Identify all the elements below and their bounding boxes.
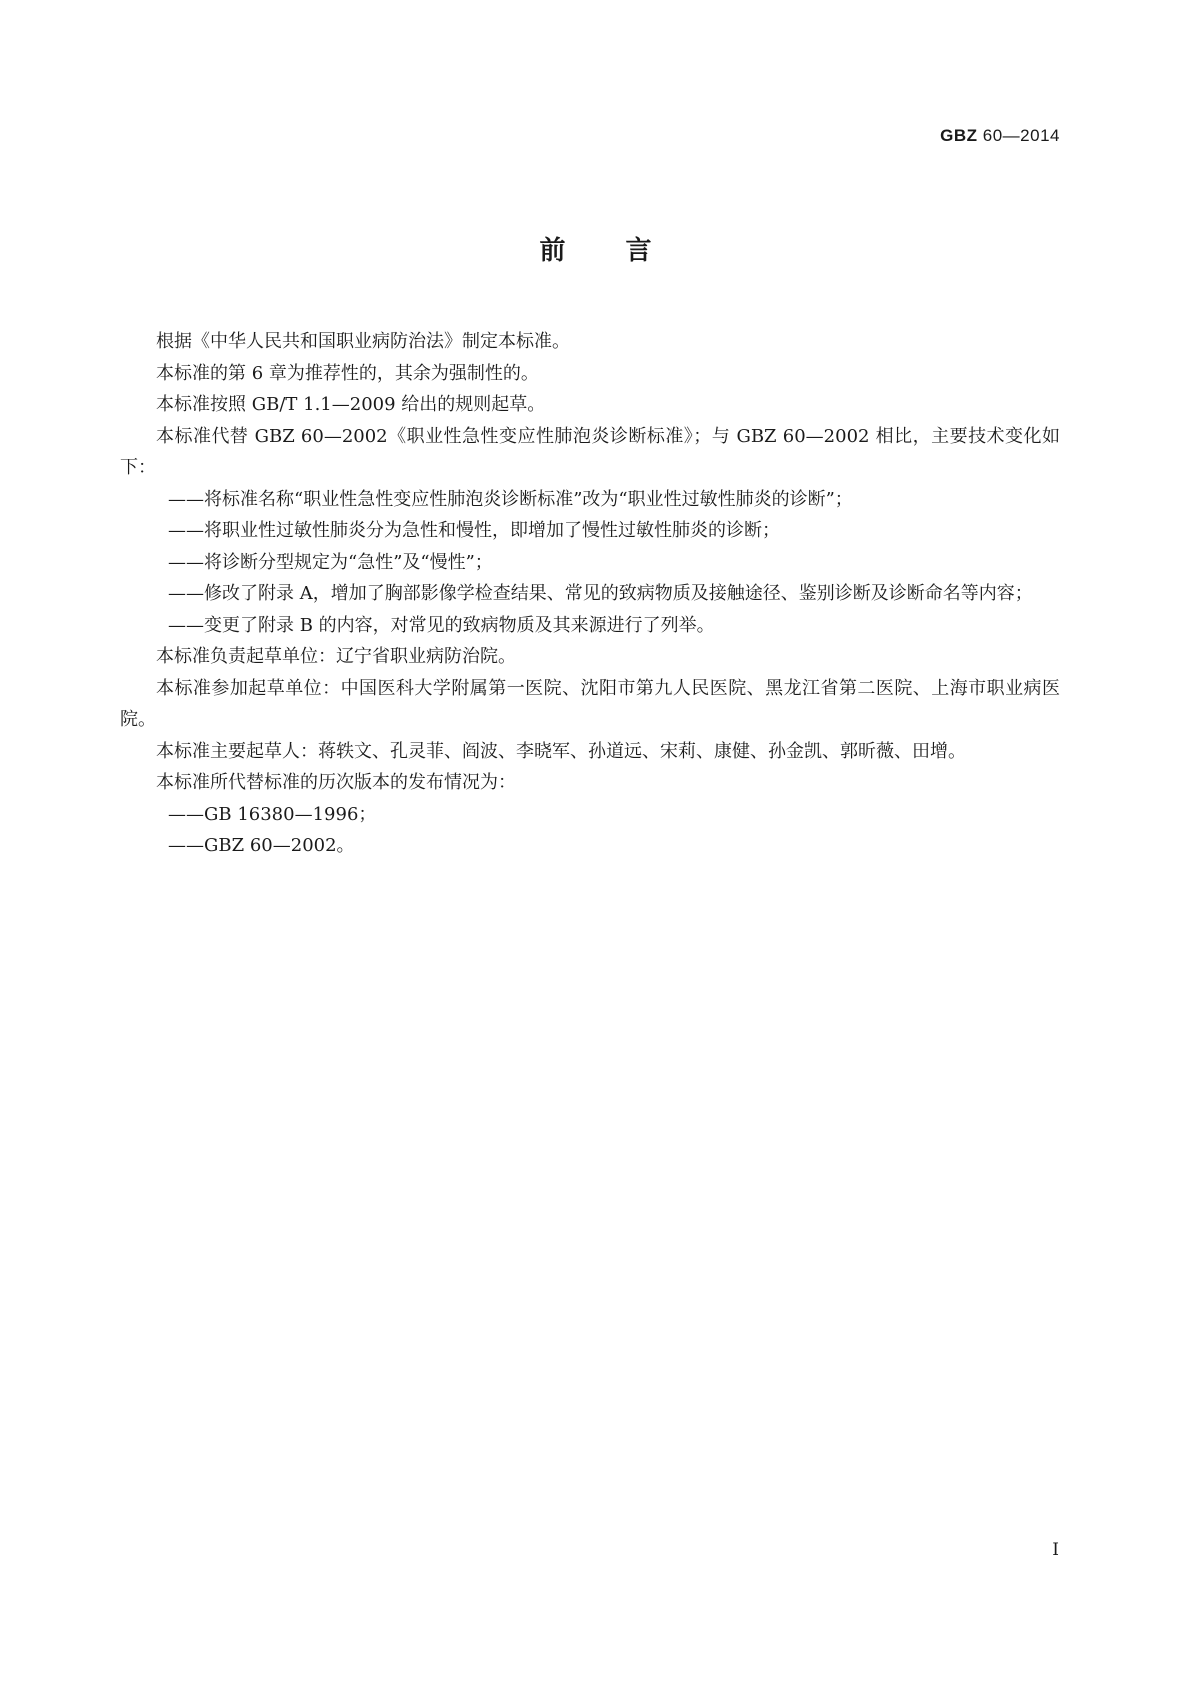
paragraph-responsible-unit: 本标准负责起草单位：辽宁省职业病防治院。	[156, 646, 516, 667]
paragraph-previous-versions-intro: 本标准所代替标准的历次版本的发布情况为：	[156, 772, 516, 793]
paragraph-main-drafters: 本标准主要起草人：蒋轶文、孔灵菲、阎波、李晓军、孙道远、宋莉、康健、孙金凯、郭昕薇、田增。	[156, 740, 966, 762]
foreword-body	[120, 326, 1060, 862]
previous-version-item: ——GBZ 60—2002。	[168, 835, 355, 856]
paragraph-mandatory-scope: 本标准的第 6 章为推荐性的，其余为强制性的。	[156, 362, 539, 384]
paragraph-drafting-rules: 本标准按照 GB/T 1.1—2009 给出的规则起草。	[156, 394, 546, 415]
change-item: ——变更了附录 B 的内容，对常见的致病物质及其来源进行了列举。	[168, 614, 715, 636]
paragraph-participating-units: 本标准参加起草单位：中国医科大学附属第一医院、沈阳市第九人民医院、黑龙江省第二医院、上海市职业病医院。	[120, 677, 1060, 730]
change-item: ——将诊断分型规定为“急性”及“慢性”；	[168, 551, 493, 573]
previous-version-item: ——GB 16380—1996；	[168, 803, 377, 825]
page-title: 前言	[539, 236, 712, 266]
paragraph-legal-basis: 根据《中华人民共和国职业病防治法》制定本标准。	[156, 331, 570, 352]
change-item: ——将标准名称“职业性急性变应性肺泡炎诊断标准”改为“职业性过敏性肺炎的诊断”；	[168, 488, 853, 510]
change-item: ——修改了附录 A，增加了胸部影像学检查结果、常见的致病物质及接触途径、鉴别诊断及诊断命名等内容；	[168, 583, 1033, 604]
change-item: ——将职业性过敏性肺炎分为急性和慢性，即增加了慢性过敏性肺炎的诊断；	[168, 520, 780, 541]
standard-code-prefix: GBZ	[940, 126, 978, 145]
page-number: I	[1052, 1540, 1059, 1560]
standard-code-number: 60—2014	[982, 126, 1060, 145]
standard-code	[940, 126, 1060, 146]
paragraph-replacement: 本标准代替 GBZ 60—2002《职业性急性变应性肺泡炎诊断标准》；与 GBZ 60—2002 相比，主要技术变化如下：	[120, 425, 1060, 478]
